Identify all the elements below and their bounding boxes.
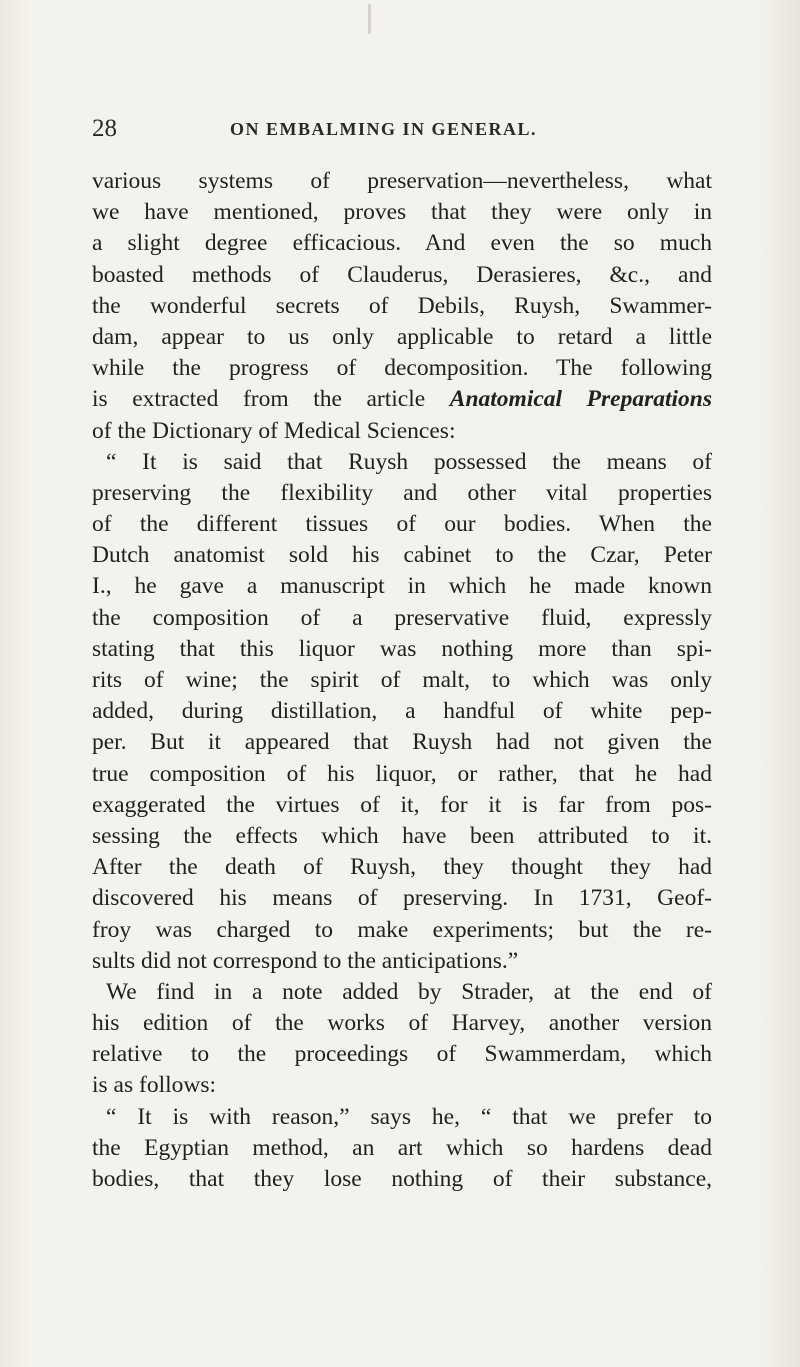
- text-line: [92, 384, 712, 415]
- text-line: of the Dictionary of Medical Sciences:: [92, 417, 456, 444]
- text-line: preserving the flexibility and other vital properties: [92, 479, 712, 506]
- running-head-title: ON EMBALMING IN GENERAL.: [230, 119, 538, 139]
- text-line: We find in a note added by Strader, at the end of: [106, 978, 712, 1005]
- text-line: bodies, that they lose nothing of their substance,: [92, 1166, 712, 1192]
- italic-title: Anatomical Preparations: [449, 386, 713, 413]
- text-line: the composition of a preservative fluid, expressly: [92, 604, 712, 631]
- text-line: boasted methods of Clauderus, Derasieres, &c., and: [92, 261, 712, 288]
- text-line: added, during distillation, a handful of white pep-: [92, 698, 712, 725]
- paper-mark: [368, 4, 371, 34]
- text-line: his edition of the works of Harvey, another version: [92, 1010, 712, 1037]
- text-line: rits of wine; the spirit of malt, to which was only: [92, 667, 712, 693]
- text-line: sessing the effects which have been attributed to it.: [92, 822, 712, 849]
- text-line: true composition of his liquor, or rather, that he had: [92, 760, 712, 787]
- text-line-segment: is extracted from the article: [92, 386, 450, 413]
- body-text: [92, 166, 712, 1195]
- text-line: froy was charged to make experiments; but the re-: [92, 916, 712, 943]
- text-line: while the progress of decomposition. The following: [92, 355, 712, 382]
- text-line: “ It is with reason,” says he, “ that we prefer to: [106, 1103, 712, 1130]
- page-number: 28: [92, 115, 117, 142]
- text-line: sults did not correspond to the anticipations.”: [92, 947, 519, 974]
- text-line: the wonderful secrets of Debils, Ruysh, Swammer-: [92, 292, 712, 319]
- text-line: various systems of preservation—nevertheless, what: [92, 168, 712, 194]
- text-line: “ It is said that Ruysh possessed the means of: [106, 448, 712, 475]
- text-line: Dutch anatomist sold his cabinet to the Czar, Peter: [92, 542, 712, 569]
- text-line: stating that this liquor was nothing more than spi-: [92, 635, 712, 662]
- text-line: discovered his means of preserving. In 1731, Geof-: [92, 885, 712, 912]
- text-line: the Egyptian method, an art which so hardens dead: [92, 1134, 712, 1161]
- text-line: of the different tissues of our bodies. When the: [92, 511, 712, 538]
- text-line: a slight degree efficacious. And even the so much: [92, 230, 712, 257]
- text-line: per. But it appeared that Ruysh had not given the: [92, 729, 712, 756]
- running-head: [92, 112, 712, 146]
- text-line: exaggerated the virtues of it, for it is far from pos-: [92, 791, 712, 818]
- text-line: relative to the proceedings of Swammerdam, which: [92, 1041, 712, 1068]
- text-line: After the death of Ruysh, they thought they had: [92, 854, 712, 881]
- text-line: dam, appear to us only applicable to retard a little: [92, 323, 712, 350]
- text-line: I., he gave a manuscript in which he made known: [92, 573, 712, 600]
- text-line: we have mentioned, proves that they were only in: [92, 199, 712, 226]
- text-line: is as follows:: [92, 1072, 217, 1099]
